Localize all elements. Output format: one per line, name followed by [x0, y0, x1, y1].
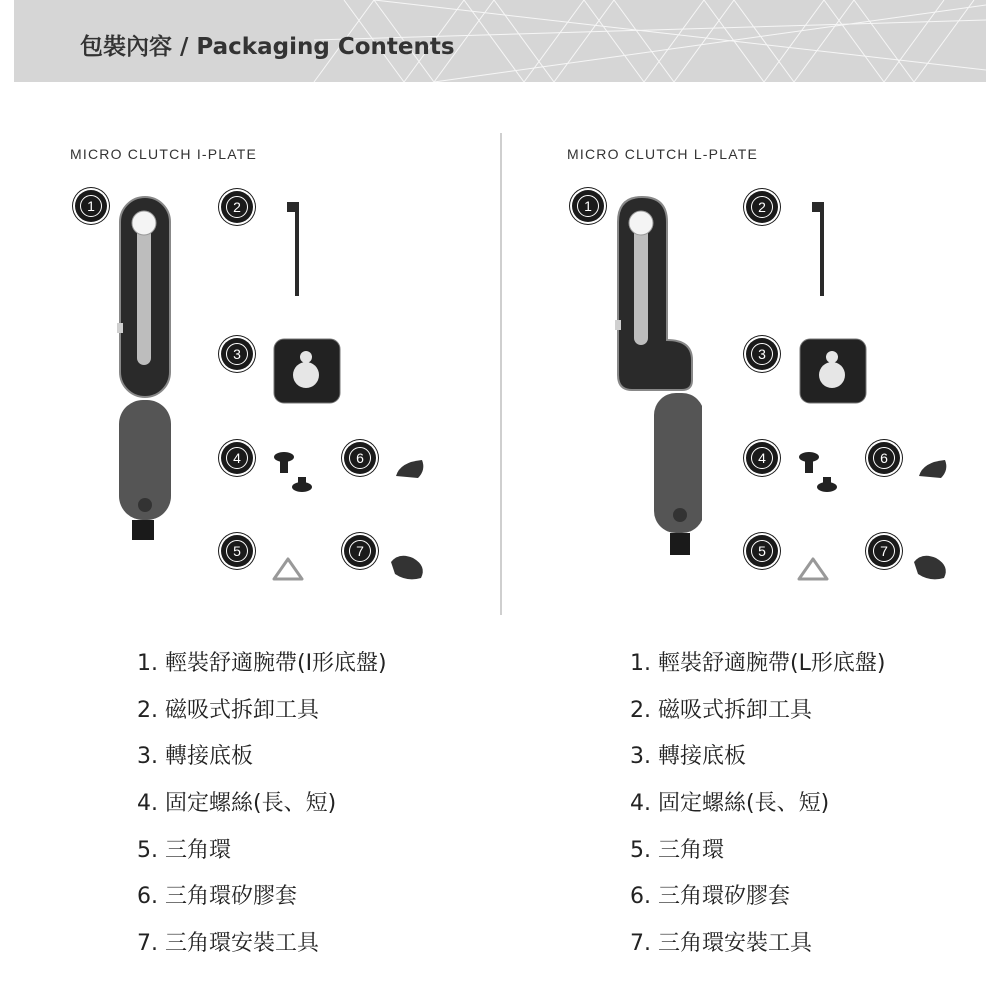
triangle-ring-image: [795, 555, 831, 583]
list-item: 5. 三角環: [137, 837, 231, 863]
badge-1: 1: [572, 190, 604, 222]
panel-title-l-plate: MICRO CLUTCH L-PLATE: [567, 146, 758, 162]
list-item: 2. 磁吸式拆卸工具: [137, 697, 319, 723]
l-plate-wrist-strap-image: [612, 195, 702, 565]
triangle-ring-cover-image: [915, 456, 951, 482]
badge-6: 6: [868, 442, 900, 474]
list-item: 3. 轉接底板: [630, 744, 746, 770]
fixing-screws-image: [270, 445, 320, 505]
page-title: 包裝內容 / Packaging Contents: [80, 34, 455, 60]
list-item: 6. 三角環矽膠套: [137, 884, 297, 910]
list-item: 6. 三角環矽膠套: [630, 884, 790, 910]
contents-list-i-plate: [137, 652, 387, 979]
badge-5: 5: [221, 535, 253, 567]
panel-title-i-plate: MICRO CLUTCH I-PLATE: [70, 146, 258, 162]
badge-7: 7: [344, 535, 376, 567]
triangle-ring-install-tool-image: [910, 550, 952, 584]
triangle-ring-image: [270, 555, 306, 583]
list-item: 7. 三角環安裝工具: [137, 931, 319, 957]
magnetic-tool-image: [285, 200, 305, 300]
badge-2: 2: [221, 191, 253, 223]
badge-4: 4: [221, 442, 253, 474]
badge-4: 4: [746, 442, 778, 474]
list-item: 4. 固定螺絲(長、短): [137, 791, 337, 817]
list-item: 4. 固定螺絲(長、短): [630, 791, 830, 817]
header-banner: [14, 0, 986, 82]
list-item: 5. 三角環: [630, 837, 724, 863]
triangle-ring-install-tool-image: [387, 550, 429, 584]
badge-6: 6: [344, 442, 376, 474]
badge-3: 3: [746, 338, 778, 370]
badge-1: 1: [75, 190, 107, 222]
adapter-plate-image: [798, 337, 868, 405]
i-plate-wrist-strap-image: [115, 195, 175, 545]
list-item: 1. 輕裝舒適腕帶(L形底盤): [630, 651, 886, 676]
magnetic-tool-image: [810, 200, 830, 300]
badge-2: 2: [746, 191, 778, 223]
contents-list-l-plate: [630, 652, 885, 979]
triangle-ring-cover-image: [392, 456, 428, 482]
badge-7: 7: [868, 535, 900, 567]
fixing-screws-image: [795, 445, 845, 505]
badge-5: 5: [746, 535, 778, 567]
list-item: 3. 轉接底板: [137, 744, 253, 770]
list-item: 1. 輕裝舒適腕帶(I形底盤): [137, 651, 387, 676]
list-item: 2. 磁吸式拆卸工具: [630, 697, 812, 723]
list-item: 7. 三角環安裝工具: [630, 931, 812, 957]
badge-3: 3: [221, 338, 253, 370]
adapter-plate-image: [272, 337, 342, 405]
panel-divider: [500, 133, 502, 615]
